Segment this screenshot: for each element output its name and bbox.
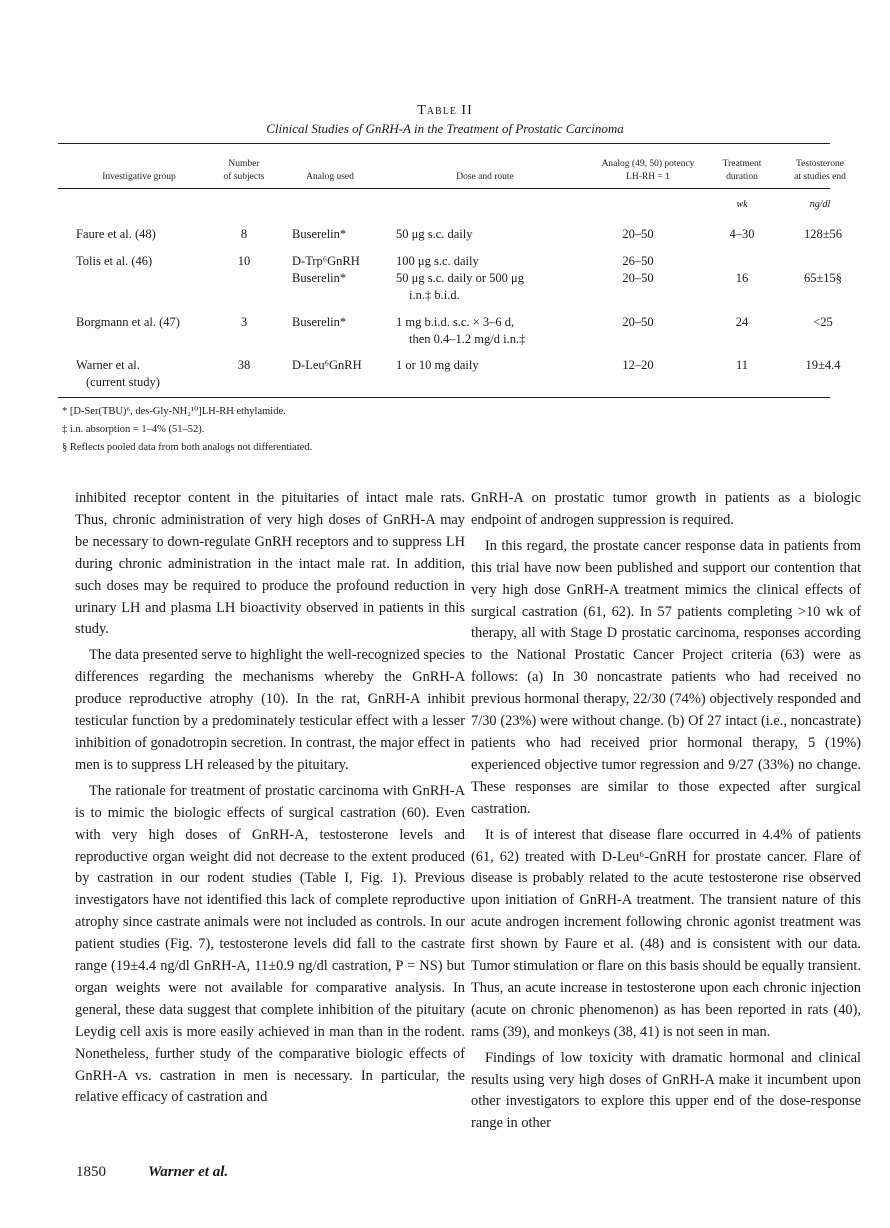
table-header-rule <box>58 188 830 189</box>
cell-potency: 20–50 <box>622 271 654 285</box>
table-footnote: § Reflects pooled data from both analogs not differentiated. <box>62 442 313 453</box>
cell-dose: 50 μg s.c. daily <box>396 227 473 241</box>
cell-group: (current study) <box>86 375 160 389</box>
header-duration-line2: duration <box>726 172 758 182</box>
paragraph: The data presented serve to highlight the well-recognized species differences regarding the mechanisms whereby the GnRH-A produce reproductive atrophy (10). In the rat, GnRH-A inhibit testicular function by a predominately testicular effect with a lesser inhibition of gonadotropin secretion. In contrast, the major effect in men is to suppress LH released by the pituitary. <box>75 647 465 773</box>
cell-analog: Buserelin* <box>292 315 347 329</box>
cell-dose: i.n.‡ b.i.d. <box>409 288 460 302</box>
table-caption: Clinical Studies of GnRH-A in the Treatment of Prostatic Carcinoma <box>266 121 624 136</box>
cell-testosterone: 65±15§ <box>803 271 843 285</box>
cell-potency: 20–50 <box>622 227 654 241</box>
table-footnote: * [D-Ser(TBU)⁶, des-Gly-NH₂¹⁰]LH-RH ethylamide. <box>62 406 286 417</box>
paragraph: It is of interest that disease flare occurred in 4.4% of patients (61, 62) treated with D-Leu⁶-GnRH for prostate cancer. Flare of disease is probably related to the acute testosterone rise observed upon initiation of GnRH-A treatment. The transient nature of this acute androgen increment following chronic agonist treatment was first shown by Faure et al. (48) and is consistent with our data. Tumor stimulation or flare on this basis should be equally transient. Thus, an acute increase in testosterone upon each chronic injection (acute on chronic phenomenon) as has been reported in rats (40), rams (39), and monkeys (38, 41) is not seen in man. <box>471 826 861 1040</box>
paragraph: The rationale for treatment of prostatic carcinoma with GnRH-A is to mimic the biologic effects of surgical castration (60). Even with very high doses of GnRH-A, testosterone levels and reproductive organ weight did not decrease to the extent produced by castration in our rodent studies (Table I, Fig. 1). Previous investigators have not identified this lack of complete reproductive atrophy since castrate animals were not included as controls. In our patient studies (Fig. 7), testosterone levels did fall to the castrate range (19±4.4 ng/dl GnRH-A, 11±0.9 ng/dl castration, P = NS) but organ weights were not available for comparative analysis. In general, these data suggest that complete inhibition of the pituitary Leydig cell axis is more easily achieved in man than in the rodent. Nonetheless, further study of the comparative biologic effects of GnRH-A vs. castration in men is necessary. In particular, the relative efficacy of castration and <box>75 782 465 1106</box>
paragraph: Findings of low toxicity with dramatic hormonal and clinical results using very high doses of GnRH-A make it incumbent upon other investigators to explore this upper end of the dose-response range in other <box>471 1049 861 1132</box>
cell-dose: 1 or 10 mg daily <box>396 358 479 372</box>
table-row <box>76 314 180 331</box>
table-top-rule <box>58 143 830 144</box>
paragraph: In this regard, the prostate cancer response data in patients from this trial have now been published and support our contention that very high dose GnRH-A treatment mimics the clinical effects of surgical castration (61, 62). In 57 patients completing >10 wk of therapy, all with Stage D prostatic carcinoma, responses according to the National Prostatic Cancer Project criteria (63) were as follows: (a) In 30 noncastrate patients who had received no previous hormonal therapy, 22/30 (74%) objectively responded and 7/30 (23%) were without change. (b) Of 27 intact (i.e., noncastrate) patients who had received prior hormonal therapy, 5 (19%) experienced objective tumor regression and 9/27 (33%) no change. These responses are similar to those expected after surgical castration. <box>471 537 861 817</box>
header-potency-line1: Analog (49, 50) potency <box>601 159 695 169</box>
header-dose-route: Dose and route <box>456 172 514 182</box>
cell-potency: 26–50 <box>622 254 654 268</box>
cell-group: Faure et al. (48) <box>76 227 156 241</box>
header-duration-line1: Treatment <box>722 159 762 169</box>
table-footnote: ‡ i.n. absorption = 1–4% (51–52). <box>62 424 205 435</box>
right-column <box>471 488 861 1135</box>
header-potency-line2: LH-RH = 1 <box>626 172 670 182</box>
header-testosterone-line2: at studies end <box>794 172 846 182</box>
cell-duration: 4–30 <box>729 227 755 241</box>
cell-subjects: 38 <box>237 358 251 372</box>
cell-duration: 24 <box>735 315 749 329</box>
unit-duration: wk <box>736 199 748 210</box>
header-investigative-group: Investigative group <box>102 172 176 182</box>
cell-subjects: 8 <box>240 227 248 241</box>
header-analog-used: Analog used <box>306 172 354 182</box>
cell-analog: D-Leu⁶GnRH <box>292 358 362 372</box>
header-subjects-line1: Number <box>228 159 260 169</box>
cell-dose: 50 μg s.c. daily or 500 μg <box>396 271 524 285</box>
cell-group: Warner et al. <box>76 358 140 372</box>
header-subjects-line2: of subjects <box>223 172 265 182</box>
page-number: 1850 <box>76 1164 106 1180</box>
table-row <box>76 226 156 243</box>
table-title: Table II <box>417 103 473 118</box>
cell-subjects: 3 <box>240 315 248 329</box>
cell-analog: Buserelin* <box>292 227 347 241</box>
header-testosterone-line1: Testosterone <box>796 159 844 169</box>
table-row <box>76 357 140 374</box>
cell-dose: 100 μg s.c. daily <box>396 254 479 268</box>
cell-analog: D-Trp⁶GnRH <box>292 254 360 268</box>
paragraph: GnRH-A on prostatic tumor growth in patients as a biologic endpoint of androgen suppression is required. <box>471 490 861 528</box>
cell-analog: Buserelin* <box>292 271 347 285</box>
cell-duration: 11 <box>735 358 749 372</box>
cell-group: Tolis et al. (46) <box>76 254 153 268</box>
cell-potency: 12–20 <box>622 358 654 372</box>
cell-duration: 16 <box>735 271 749 285</box>
cell-potency: 20–50 <box>622 315 654 329</box>
table-row <box>76 253 152 270</box>
cell-testosterone: 19±4.4 <box>805 358 841 372</box>
cell-dose: then 0.4–1.2 mg/d i.n.‡ <box>409 332 526 346</box>
cell-dose: 1 mg b.i.d. s.c. × 3–6 d, <box>396 315 515 329</box>
unit-testosterone: ng/dl <box>809 199 831 210</box>
running-head: Warner et al. <box>148 1164 229 1180</box>
cell-testosterone: 128±56 <box>803 227 843 241</box>
cell-group: Borgmann et al. (47) <box>76 315 180 329</box>
cell-subjects: 10 <box>237 254 251 268</box>
table-bottom-rule <box>58 397 830 398</box>
cell-testosterone: <25 <box>813 315 833 329</box>
left-column <box>75 488 465 1109</box>
paragraph: inhibited receptor content in the pituitaries of intact male rats. Thus, chronic administration of very high doses of GnRH-A may be necessary to down-regulate GnRH receptors and to suppress LH during chronic administration in the intact male rat. In addition, such doses may be required to produce the profound reduction in urinary LH and plasma LH bioactivity observed in patients in this study. <box>75 490 465 638</box>
